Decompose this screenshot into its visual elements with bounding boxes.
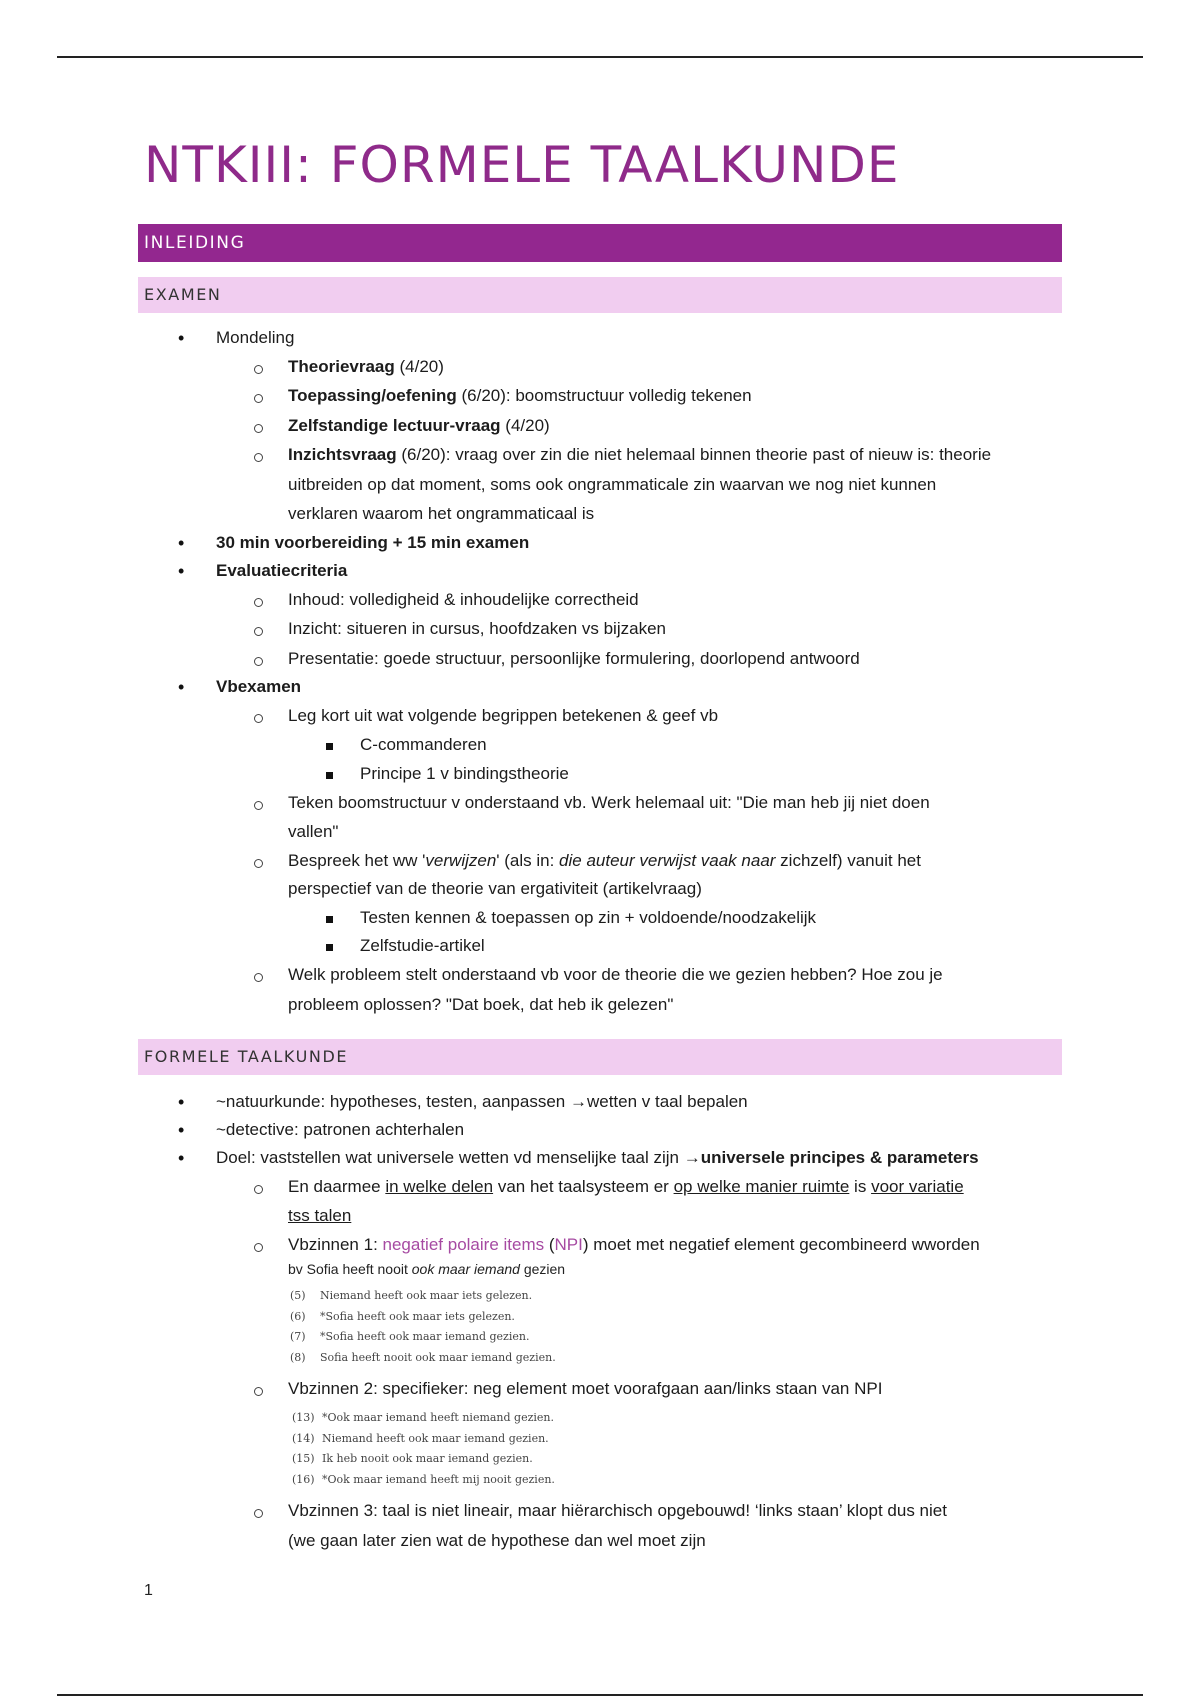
example-note: bv Sofia heeft nooit ook maar iemand gezien xyxy=(288,1261,566,1277)
circle-bullet-icon xyxy=(254,1243,263,1252)
circle-bullet-icon xyxy=(254,365,263,374)
circle-bullet-icon xyxy=(254,627,263,636)
circle-bullet-icon xyxy=(254,801,263,810)
example-sentence: (13) *Ook maar iemand heeft niemand gezien. xyxy=(292,1411,555,1424)
bottom-rule xyxy=(57,1694,1143,1696)
circle-bullet-icon xyxy=(254,598,263,607)
list-item-vbexamen: Vbexamen xyxy=(216,677,302,696)
heading-examen: EXAMEN xyxy=(138,277,1062,313)
circle-bullet-icon xyxy=(254,859,263,868)
list-item-welk-probleem-line2: probleem oplossen? "Dat boek, dat heb ik gelezen" xyxy=(288,995,674,1014)
list-item-vbzinnen-3: Vbzinnen 3: taal is niet lineair, maar hiërarchisch opgebouwd! ‘links staan’ klopt dus niet xyxy=(288,1501,947,1520)
circle-bullet-icon xyxy=(254,973,263,982)
list-item-bespreek-ww-line2: perspectief van de theorie van ergativiteit (artikelvraag) xyxy=(288,879,702,898)
bullet-icon: • xyxy=(178,561,185,581)
example-sentence: (16) *Ook maar iemand heeft mij nooit gezien. xyxy=(292,1473,555,1486)
list-item-presentatie: Presentatie: goede structuur, persoonlijke formulering, doorlopend antwoord xyxy=(288,649,860,668)
list-item-doel: Doel: vaststellen wat universele wetten vd menselijke taal zijn →universele principes & parameters xyxy=(216,1148,979,1167)
list-item-detective: ~detective: patronen achterhalen xyxy=(216,1120,465,1139)
list-item-vbzinnen-2: Vbzinnen 2: specifieker: neg element moet voorafgaan aan/links staan van NPI xyxy=(288,1379,883,1398)
bullet-icon: • xyxy=(178,328,185,348)
list-item-inzichtsvraag-line2: uitbreiden op dat moment, soms ook ongrammaticale zin waarvan we nog niet kunnen xyxy=(288,475,937,494)
list-item-zelfstandige: Zelfstandige lectuur-vraag (4/20) xyxy=(288,416,550,435)
list-item-vbzinnen-1: Vbzinnen 1: negatief polaire items (NPI) moet met negatief element gecombineerd wworden xyxy=(288,1235,980,1254)
square-bullet-icon xyxy=(326,772,333,779)
list-item-inhoud: Inhoud: volledigheid & inhoudelijke correctheid xyxy=(288,590,639,609)
list-item-inzichtsvraag: Inzichtsvraag (6/20): vraag over zin die niet helemaal binnen theorie past of nieuw is: theorie xyxy=(288,445,992,464)
bullet-icon: • xyxy=(178,533,185,553)
page-number: 1 xyxy=(144,1582,153,1599)
list-item-mondeling: Mondeling xyxy=(216,328,295,347)
list-item-tijd: 30 min voorbereiding + 15 min examen xyxy=(216,533,530,552)
example-sentence: (6) *Sofia heeft ook maar iets gelezen. xyxy=(290,1310,515,1323)
circle-bullet-icon xyxy=(254,714,263,723)
list-item-c-commanderen: C-commanderen xyxy=(360,735,487,754)
heading-formele-taalkunde: FORMELE TAALKUNDE xyxy=(138,1039,1062,1075)
bullet-icon: • xyxy=(178,1148,185,1168)
circle-bullet-icon xyxy=(254,1387,263,1396)
arrow-right-icon: → xyxy=(569,1092,587,1111)
list-item-variatie-line2: tss talen xyxy=(288,1206,352,1225)
list-item-variatie: En daarmee in welke delen van het taalsysteem er op welke manier ruimte is voor variatie xyxy=(288,1177,964,1196)
heading-inleiding: INLEIDING xyxy=(138,224,1062,262)
list-item-welk-probleem: Welk probleem stelt onderstaand vb voor de theorie die we gezien hebben? Hoe zou je xyxy=(288,965,943,984)
list-item-toepassing: Toepassing/oefening (6/20): boomstructuur volledig tekenen xyxy=(288,386,752,405)
list-item-evaluatiecriteria: Evaluatiecriteria xyxy=(216,561,348,580)
example-sentence: (5) Niemand heeft ook maar iets gelezen. xyxy=(290,1289,533,1302)
bullet-icon: • xyxy=(178,1120,185,1140)
square-bullet-icon xyxy=(326,743,333,750)
document-title: NTKIII: FORMELE TAALKUNDE xyxy=(144,136,900,194)
list-item-inzicht: Inzicht: situeren in cursus, hoofdzaken vs bijzaken xyxy=(288,619,666,638)
list-item-natuurkunde: ~natuurkunde: hypotheses, testen, aanpassen →wetten v taal bepalen xyxy=(216,1092,748,1111)
example-sentence: (7) *Sofia heeft ook maar iemand gezien. xyxy=(290,1330,530,1343)
bullet-icon: • xyxy=(178,1092,185,1112)
list-item-teken-boomstructuur: Teken boomstructuur v onderstaand vb. Werk helemaal uit: "Die man heb jij niet doen xyxy=(288,793,930,812)
list-item-theorievraag: Theorievraag (4/20) xyxy=(288,357,444,376)
list-item-vbzinnen-3-line2: (we gaan later zien wat de hypothese dan wel moet zijn xyxy=(288,1531,706,1550)
circle-bullet-icon xyxy=(254,1185,263,1194)
example-sentence: (8) Sofia heeft nooit ook maar iemand gezien. xyxy=(290,1351,556,1364)
circle-bullet-icon xyxy=(254,1509,263,1518)
list-item-leg-kort-uit: Leg kort uit wat volgende begrippen betekenen & geef vb xyxy=(288,706,719,725)
example-sentence: (14) Niemand heeft ook maar iemand gezien. xyxy=(292,1432,549,1445)
square-bullet-icon xyxy=(326,916,333,923)
list-item-bespreek-ww: Bespreek het ww 'verwijzen' (als in: die auteur verwijst vaak naar zichzelf) vanuit het xyxy=(288,851,921,870)
circle-bullet-icon xyxy=(254,453,263,462)
square-bullet-icon xyxy=(326,944,333,951)
list-item-testen-kennen: Testen kennen & toepassen op zin + voldoende/noodzakelijk xyxy=(360,908,817,927)
bullet-icon: • xyxy=(178,677,185,697)
list-item-teken-boomstructuur-line2: vallen" xyxy=(288,822,339,841)
list-item-inzichtsvraag-line3: verklaren waarom het ongrammaticaal is xyxy=(288,504,595,523)
circle-bullet-icon xyxy=(254,424,263,433)
list-item-principe-1: Principe 1 v bindingstheorie xyxy=(360,764,569,783)
arrow-right-icon: → xyxy=(683,1148,701,1167)
example-sentence: (15) Ik heb nooit ook maar iemand gezien. xyxy=(292,1452,533,1465)
circle-bullet-icon xyxy=(254,657,263,666)
circle-bullet-icon xyxy=(254,394,263,403)
top-rule xyxy=(57,56,1143,58)
list-item-zelfstudie-artikel: Zelfstudie-artikel xyxy=(360,936,485,955)
